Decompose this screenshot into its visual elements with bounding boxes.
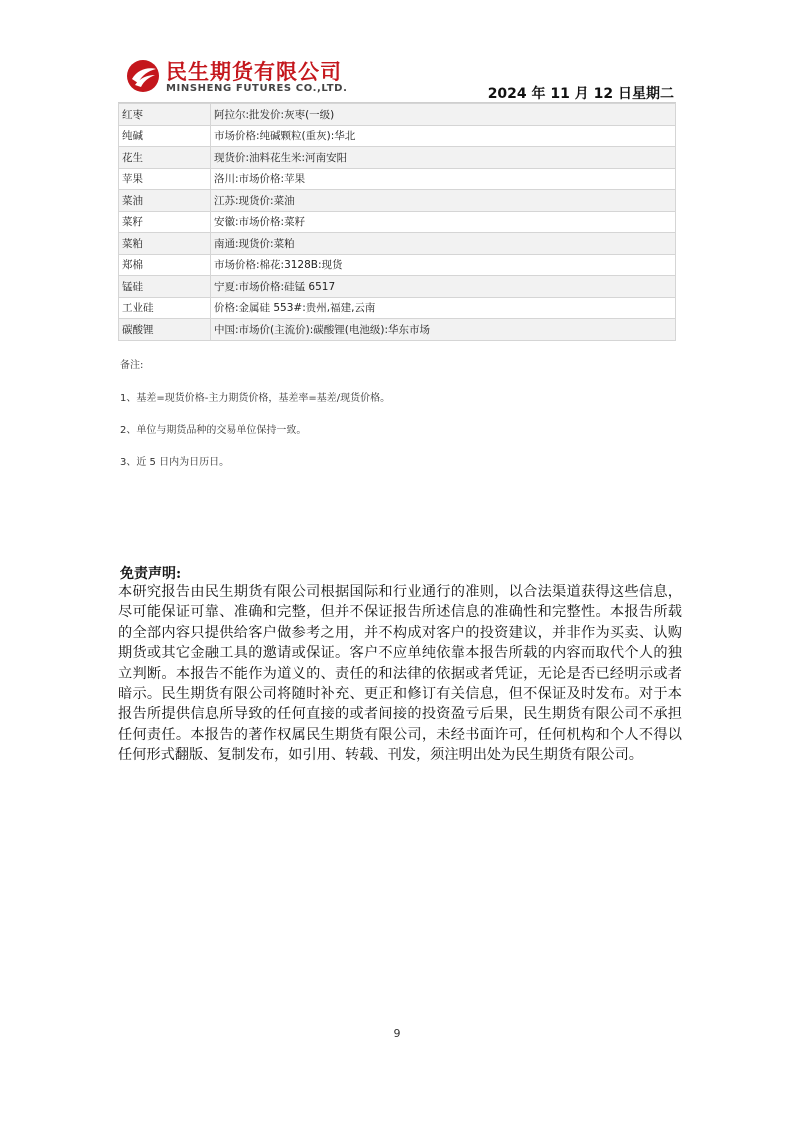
commodity-name-cell: 锰硅	[119, 276, 211, 298]
company-logo	[126, 56, 366, 100]
page-header	[118, 50, 678, 102]
notes-title: 备注:	[120, 360, 144, 371]
price-source-cell: 现货价:油料花生米:河南安阳	[211, 147, 676, 169]
company-name-cn: 民生期货有限公司	[166, 60, 342, 84]
table-row	[119, 254, 676, 276]
commodity-name-cell: 郑棉	[119, 254, 211, 276]
price-source-cell: 市场价格:纯碱颗粒(重灰):华北	[211, 125, 676, 147]
commodity-name-cell: 苹果	[119, 168, 211, 190]
table-row	[119, 190, 676, 212]
table-row	[119, 211, 676, 233]
price-source-cell: 宁夏:市场价格:硅锰 6517	[211, 276, 676, 298]
disclaimer-title: 免责声明:	[120, 566, 182, 582]
table-row	[119, 276, 676, 298]
table-row	[119, 319, 676, 341]
commodity-name-cell: 红枣	[119, 104, 211, 126]
report-date: 2024 年 11 月 12 日星期二	[487, 86, 674, 102]
table-row	[119, 104, 676, 126]
price-source-cell: 安徽:市场价格:菜籽	[211, 211, 676, 233]
price-source-cell: 价格:金属硅 553#:贵州,福建,云南	[211, 297, 676, 319]
company-name-en: MINSHENG FUTURES CO.,LTD.	[166, 83, 348, 94]
note-item: 3、近 5 日内为日历日。	[120, 457, 230, 468]
price-source-table	[118, 103, 676, 341]
price-source-cell: 南通:现货价:菜粕	[211, 233, 676, 255]
commodity-name-cell: 纯碱	[119, 125, 211, 147]
disclaimer-body: 本研究报告由民生期货有限公司根据国际和行业通行的准则，以合法渠道获得这些信息，尽可能保证可靠、准确和完整，但并不保证报告所述信息的准确性和完整性。本报告所载的全部内容只提供给客户做参考之用，并不构成对客户的投资建议，并非作为买卖、认购期货或其它金融工具的邀请或保证。客户不应单纯依靠本报告所载的内容而取代个人的独立判断。本报告不能作为道义的、责任的和法律的依据或者凭证，无论是否已经明示或者暗示。民生期货有限公司将随时补充、更正和修订有关信息，但不保证及时发布。对于本报告所提供信息所导致的任何直接的或者间接的投资盈亏后果，民生期货有限公司不承担任何责任。本报告的著作权属民生期货有限公司，未经书面许可，任何机构和个人不得以任何形式翻版、复制发布，如引用、转载、刊发，须注明出处为民生期货有限公司。	[118, 584, 682, 764]
table-row	[119, 168, 676, 190]
note-item: 2、单位与期货品种的交易单位保持一致。	[120, 425, 307, 436]
minsheng-logo-icon	[126, 59, 160, 93]
price-source-cell: 市场价格:棉花:3128B:现货	[211, 254, 676, 276]
price-source-cell: 洛川:市场价格:苹果	[211, 168, 676, 190]
table-row	[119, 125, 676, 147]
table-row	[119, 297, 676, 319]
price-source-cell: 阿拉尔:批发价:灰枣(一级)	[211, 104, 676, 126]
commodity-name-cell: 菜油	[119, 190, 211, 212]
price-source-cell: 中国:市场价(主流价):碳酸锂(电池级):华东市场	[211, 319, 676, 341]
table-row	[119, 233, 676, 255]
commodity-name-cell: 菜粕	[119, 233, 211, 255]
page-number: 9	[393, 1027, 401, 1040]
note-item: 1、基差=现货价格-主力期货价格，基差率=基差/现货价格。	[120, 393, 391, 404]
commodity-name-cell: 碳酸锂	[119, 319, 211, 341]
price-source-cell: 江苏:现货价:菜油	[211, 190, 676, 212]
table-row	[119, 147, 676, 169]
commodity-name-cell: 工业硅	[119, 297, 211, 319]
commodity-name-cell: 菜籽	[119, 211, 211, 233]
commodity-name-cell: 花生	[119, 147, 211, 169]
